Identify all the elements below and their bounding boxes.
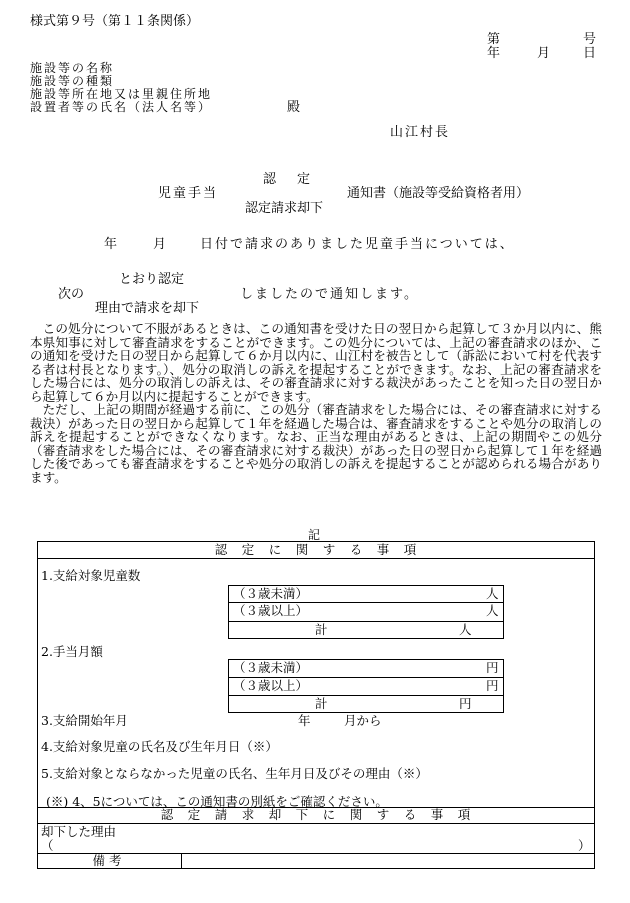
remarks-label: 備考 bbox=[92, 853, 126, 868]
intro-option-reject: 理由で請求を却下 bbox=[95, 301, 200, 316]
intro-year: 年 bbox=[104, 237, 118, 252]
date-month: 月 bbox=[537, 46, 551, 61]
intro-option-approve: とおり認定 bbox=[119, 272, 185, 287]
appeal-notice-paragraph-2: ただし、上記の期間が経過する前に、この処分（審査請求をした場合には、その審査請求に対する裁決）があった日の翌日から起算して１年を経過した場合は、審査請求をすることや処分の取消しの訴えを提起することができなくなります。なお、正当な理由があるときは、上記の期間やこの処分（審査請求をした場合には、その審査請求に対する裁決）があった日の翌日から起算して１年を経過した後であっても審査請求をすることや処分の取消しの訴えを提起することが認められる場合があります。 bbox=[30, 402, 602, 485]
remarks-divider bbox=[181, 853, 182, 868]
item3-label: 3.支給開始年月 bbox=[41, 713, 128, 728]
item2-over3-unit: 円 bbox=[486, 678, 499, 693]
approval-section-header: 認 定 に 関 す る 事 項 bbox=[214, 542, 418, 557]
title-suffix: 通知書（施設等受給資格者用） bbox=[347, 186, 530, 201]
item2-total-label: 計 bbox=[315, 696, 328, 711]
facility-address-label: 施設等所在地又は里親住所地 bbox=[30, 87, 213, 101]
title-prefix: 児童手当 bbox=[158, 186, 219, 201]
supplement-note: (※) 4、5については、この通知書の別紙をご確認ください。 bbox=[46, 794, 388, 809]
item5-label: 5.支給対象とならなかった児童の氏名、生年月日及びその理由（※） bbox=[41, 766, 428, 781]
doc-number-go: 号 bbox=[583, 32, 597, 47]
item1-over3-label: （３歳以上） bbox=[233, 603, 309, 618]
rejection-section-header: 認 定 請 求 却 下 に 関 す る 事 項 bbox=[160, 807, 472, 822]
rejection-reason-close-paren: ） bbox=[578, 838, 591, 853]
ki-label: 記 bbox=[308, 528, 321, 542]
item3-year: 年 bbox=[298, 713, 311, 728]
appeal-notice bbox=[30, 322, 602, 484]
item2-over3-label: （３歳以上） bbox=[233, 678, 309, 693]
divider bbox=[37, 558, 595, 559]
intro-ending: しましたので通知します。 bbox=[240, 287, 419, 302]
facility-type-label: 施設等の種類 bbox=[30, 74, 115, 88]
item1-total-label: 計 bbox=[315, 622, 328, 637]
item1-over3-unit: 人 bbox=[486, 603, 499, 618]
date-day: 日 bbox=[583, 46, 597, 61]
founder-name-label: 設置者等の氏名（法人名等） bbox=[30, 100, 213, 114]
appeal-notice-paragraph-1: この処分について不服があるときは、この通知書を受けた日の翌日から起算して３か月以内に、熊本県知事に対して審査請求をすることができます。この処分については、上記の審査請求のほか、この通知を受けた日の翌日から起算して６か月以内に、山江村を被告として（訴訟において村を代表する者は村長となります。）、処分の取消しの訴えを提起することができます。なお、上記の審査請求をした場合には、処分の取消しの訴えは、その審査請求に対する裁決があったことを知った日の翌日から起算して６か月以内に提起することができます。 bbox=[30, 321, 602, 404]
form-number: 様式第９号（第１１条関係） bbox=[30, 14, 200, 29]
item1-label: 1.支給対象児童数 bbox=[41, 568, 141, 583]
item4-label: 4.支給対象児童の氏名及び生年月日（※） bbox=[41, 739, 278, 754]
date-year: 年 bbox=[487, 46, 501, 61]
item1-under3-label: （３歳未満） bbox=[233, 586, 309, 601]
intro-next: 次の bbox=[58, 287, 85, 302]
item2-under3-label: （３歳未満） bbox=[233, 660, 309, 675]
item2-label: 2.手当月額 bbox=[41, 644, 103, 659]
title-option-rejection: 認定請求却下 bbox=[245, 201, 324, 216]
facility-name-label: 施設等の名称 bbox=[30, 61, 115, 75]
item2-total-unit: 円 bbox=[459, 696, 472, 711]
honorific: 殿 bbox=[287, 100, 301, 115]
rejection-reason-label: 却下した理由 bbox=[41, 824, 117, 839]
doc-number-dai: 第 bbox=[487, 32, 501, 47]
item3-month-from: 月から bbox=[344, 713, 382, 728]
divider bbox=[37, 823, 595, 824]
rejection-reason-open-paren: （ bbox=[41, 838, 54, 853]
issuer: 山江村長 bbox=[390, 125, 451, 140]
intro-text: 日付で請求のありました児童手当については、 bbox=[200, 237, 515, 252]
intro-month: 月 bbox=[153, 237, 167, 252]
item1-under3-unit: 人 bbox=[486, 586, 499, 601]
title-option-approval: 認 定 bbox=[263, 172, 315, 187]
item1-total-unit: 人 bbox=[459, 622, 472, 637]
item2-under3-unit: 円 bbox=[486, 660, 499, 675]
